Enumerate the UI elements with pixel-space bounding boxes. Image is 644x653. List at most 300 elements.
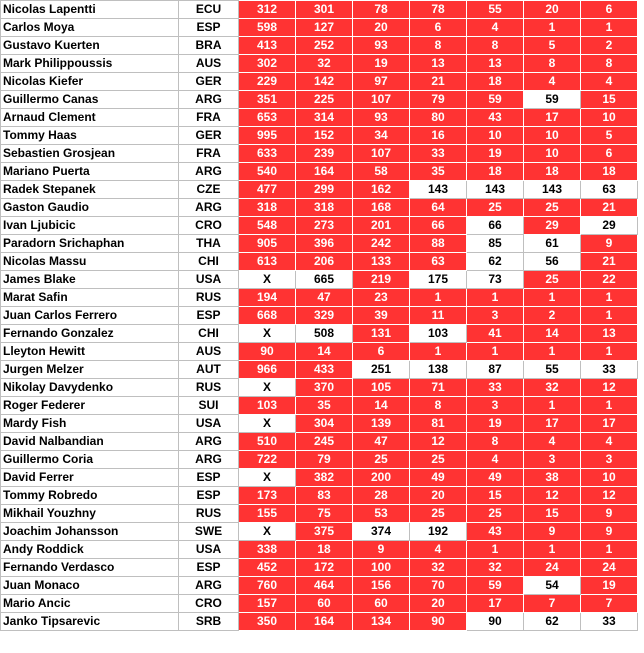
country-code-cell: ARG: [179, 199, 239, 217]
player-name-cell: Mariano Puerta: [1, 163, 179, 181]
player-name-cell: James Blake: [1, 271, 179, 289]
player-name-cell: Juan Carlos Ferrero: [1, 307, 179, 325]
value-cell: 7: [524, 595, 581, 613]
value-cell: 5: [524, 37, 581, 55]
player-name-cell: Fernando Gonzalez: [1, 325, 179, 343]
value-cell: 2: [524, 307, 581, 325]
value-cell: 19: [467, 145, 524, 163]
country-code-cell: CRO: [179, 217, 239, 235]
value-cell: 139: [353, 415, 410, 433]
value-cell: 4: [467, 451, 524, 469]
value-cell: 13: [410, 55, 467, 73]
value-cell: 10: [581, 469, 638, 487]
value-cell: 351: [239, 91, 296, 109]
value-cell: 70: [410, 577, 467, 595]
value-cell: 18: [467, 163, 524, 181]
value-cell: 15: [524, 505, 581, 523]
value-cell: 396: [296, 235, 353, 253]
value-cell: 273: [296, 217, 353, 235]
table-row: [1, 253, 638, 271]
table-row: [1, 91, 638, 109]
table-row: [1, 109, 638, 127]
player-name-cell: Arnaud Clement: [1, 109, 179, 127]
value-cell: 93: [353, 109, 410, 127]
value-cell: 1: [524, 397, 581, 415]
country-code-cell: AUS: [179, 55, 239, 73]
value-cell: 60: [353, 595, 410, 613]
value-cell: 34: [353, 127, 410, 145]
value-cell: 62: [467, 253, 524, 271]
value-cell: 59: [467, 577, 524, 595]
value-cell: 464: [296, 577, 353, 595]
value-cell: 219: [353, 271, 410, 289]
value-cell: 25: [410, 505, 467, 523]
value-cell: 21: [581, 199, 638, 217]
value-cell: 245: [296, 433, 353, 451]
value-cell: 87: [467, 361, 524, 379]
player-name-cell: Marat Safin: [1, 289, 179, 307]
value-cell: 131: [353, 325, 410, 343]
value-cell: 43: [467, 109, 524, 127]
player-name-cell: Carlos Moya: [1, 19, 179, 37]
value-cell: 229: [239, 73, 296, 91]
value-cell: 32: [467, 559, 524, 577]
value-cell: 13: [467, 55, 524, 73]
value-cell: 510: [239, 433, 296, 451]
value-cell: 20: [410, 595, 467, 613]
value-cell: 17: [524, 109, 581, 127]
value-cell: 1: [467, 343, 524, 361]
value-cell: 63: [581, 181, 638, 199]
value-cell: 4: [467, 19, 524, 37]
value-cell: 242: [353, 235, 410, 253]
country-code-cell: SWE: [179, 523, 239, 541]
country-code-cell: GER: [179, 73, 239, 91]
country-code-cell: CRO: [179, 595, 239, 613]
value-cell: 6: [353, 343, 410, 361]
value-cell: 1: [581, 541, 638, 559]
value-cell: 1: [410, 343, 467, 361]
table-row: [1, 307, 638, 325]
value-cell: 60: [296, 595, 353, 613]
player-name-cell: David Nalbandian: [1, 433, 179, 451]
value-cell: 59: [524, 91, 581, 109]
value-cell: X: [239, 379, 296, 397]
value-cell: 1: [581, 343, 638, 361]
table-row: [1, 289, 638, 307]
value-cell: 97: [353, 73, 410, 91]
value-cell: X: [239, 523, 296, 541]
value-cell: 143: [467, 181, 524, 199]
country-code-cell: CHI: [179, 325, 239, 343]
value-cell: 9: [524, 523, 581, 541]
value-cell: 127: [296, 19, 353, 37]
value-cell: 1: [581, 289, 638, 307]
value-cell: 14: [296, 343, 353, 361]
value-cell: 20: [353, 19, 410, 37]
value-cell: 21: [581, 253, 638, 271]
value-cell: 318: [239, 199, 296, 217]
value-cell: 16: [410, 127, 467, 145]
value-cell: 90: [239, 343, 296, 361]
value-cell: 59: [467, 91, 524, 109]
country-code-cell: ARG: [179, 451, 239, 469]
value-cell: 12: [581, 487, 638, 505]
player-name-cell: Andy Roddick: [1, 541, 179, 559]
value-cell: 39: [353, 307, 410, 325]
value-cell: 64: [410, 199, 467, 217]
table-row: [1, 523, 638, 541]
value-cell: 172: [296, 559, 353, 577]
value-cell: 995: [239, 127, 296, 145]
value-cell: 201: [353, 217, 410, 235]
value-cell: 29: [524, 217, 581, 235]
value-cell: 338: [239, 541, 296, 559]
value-cell: 175: [410, 271, 467, 289]
country-code-cell: RUS: [179, 505, 239, 523]
value-cell: 1: [524, 289, 581, 307]
table-row: [1, 163, 638, 181]
table-row: [1, 19, 638, 37]
value-cell: 3: [524, 451, 581, 469]
value-cell: 722: [239, 451, 296, 469]
value-cell: 251: [353, 361, 410, 379]
value-cell: 32: [296, 55, 353, 73]
value-cell: 71: [410, 379, 467, 397]
value-cell: 11: [410, 307, 467, 325]
ranking-table-body: [1, 1, 638, 631]
value-cell: 105: [353, 379, 410, 397]
table-row: [1, 73, 638, 91]
country-code-cell: ARG: [179, 577, 239, 595]
value-cell: 18: [524, 163, 581, 181]
value-cell: 17: [581, 415, 638, 433]
country-code-cell: AUS: [179, 343, 239, 361]
value-cell: 66: [467, 217, 524, 235]
value-cell: 19: [467, 415, 524, 433]
value-cell: 3: [467, 397, 524, 415]
value-cell: 312: [239, 1, 296, 19]
value-cell: 8: [467, 433, 524, 451]
value-cell: 25: [467, 505, 524, 523]
player-name-cell: Gustavo Kuerten: [1, 37, 179, 55]
country-code-cell: ECU: [179, 1, 239, 19]
player-name-cell: Mark Philippoussis: [1, 55, 179, 73]
table-row: [1, 505, 638, 523]
value-cell: 143: [524, 181, 581, 199]
value-cell: 78: [410, 1, 467, 19]
value-cell: 15: [581, 91, 638, 109]
value-cell: 54: [524, 577, 581, 595]
value-cell: 1: [524, 541, 581, 559]
value-cell: 14: [524, 325, 581, 343]
table-row: [1, 343, 638, 361]
table-row: [1, 1, 638, 19]
value-cell: 6: [581, 1, 638, 19]
value-cell: 314: [296, 109, 353, 127]
country-code-cell: BRA: [179, 37, 239, 55]
player-name-cell: Mikhail Youzhny: [1, 505, 179, 523]
player-name-cell: Jurgen Melzer: [1, 361, 179, 379]
value-cell: 164: [296, 613, 353, 631]
value-cell: 18: [296, 541, 353, 559]
value-cell: 35: [410, 163, 467, 181]
value-cell: 25: [410, 451, 467, 469]
table-row: [1, 469, 638, 487]
value-cell: 12: [524, 487, 581, 505]
value-cell: 5: [581, 127, 638, 145]
value-cell: 12: [410, 433, 467, 451]
value-cell: 103: [239, 397, 296, 415]
value-cell: 80: [410, 109, 467, 127]
value-cell: 9: [353, 541, 410, 559]
value-cell: 21: [410, 73, 467, 91]
value-cell: 350: [239, 613, 296, 631]
value-cell: 206: [296, 253, 353, 271]
value-cell: 107: [353, 145, 410, 163]
value-cell: 143: [410, 181, 467, 199]
player-name-cell: Janko Tipsarevic: [1, 613, 179, 631]
value-cell: 35: [296, 397, 353, 415]
value-cell: 107: [353, 91, 410, 109]
table-row: [1, 235, 638, 253]
value-cell: 78: [353, 1, 410, 19]
country-code-cell: ESP: [179, 307, 239, 325]
value-cell: 200: [353, 469, 410, 487]
value-cell: 88: [410, 235, 467, 253]
value-cell: 10: [581, 109, 638, 127]
value-cell: 9: [581, 505, 638, 523]
value-cell: 103: [410, 325, 467, 343]
table-row: [1, 145, 638, 163]
country-code-cell: ARG: [179, 91, 239, 109]
value-cell: 25: [524, 271, 581, 289]
value-cell: 61: [524, 235, 581, 253]
value-cell: 168: [353, 199, 410, 217]
table-row: [1, 325, 638, 343]
country-code-cell: FRA: [179, 145, 239, 163]
table-row: [1, 361, 638, 379]
value-cell: 1: [581, 19, 638, 37]
country-code-cell: ESP: [179, 487, 239, 505]
value-cell: 8: [410, 397, 467, 415]
value-cell: 17: [524, 415, 581, 433]
value-cell: 43: [467, 523, 524, 541]
value-cell: 157: [239, 595, 296, 613]
country-code-cell: ARG: [179, 433, 239, 451]
value-cell: 4: [581, 73, 638, 91]
value-cell: 55: [467, 1, 524, 19]
value-cell: 33: [581, 613, 638, 631]
value-cell: 540: [239, 163, 296, 181]
country-code-cell: ESP: [179, 469, 239, 487]
value-cell: 10: [524, 145, 581, 163]
value-cell: 318: [296, 199, 353, 217]
value-cell: 25: [467, 199, 524, 217]
value-cell: 905: [239, 235, 296, 253]
value-cell: 20: [410, 487, 467, 505]
value-cell: 299: [296, 181, 353, 199]
value-cell: 548: [239, 217, 296, 235]
table-row: [1, 181, 638, 199]
value-cell: 10: [524, 127, 581, 145]
value-cell: 32: [524, 379, 581, 397]
value-cell: 1: [467, 289, 524, 307]
value-cell: 3: [581, 451, 638, 469]
value-cell: 79: [296, 451, 353, 469]
player-name-cell: Mario Ancic: [1, 595, 179, 613]
value-cell: 29: [581, 217, 638, 235]
value-cell: 13: [581, 325, 638, 343]
player-name-cell: Joachim Johansson: [1, 523, 179, 541]
country-code-cell: AUT: [179, 361, 239, 379]
value-cell: 6: [410, 19, 467, 37]
table-row: [1, 559, 638, 577]
value-cell: 81: [410, 415, 467, 433]
value-cell: 138: [410, 361, 467, 379]
value-cell: 4: [524, 433, 581, 451]
value-cell: 8: [524, 55, 581, 73]
value-cell: 62: [524, 613, 581, 631]
value-cell: X: [239, 271, 296, 289]
table-row: [1, 37, 638, 55]
value-cell: 329: [296, 307, 353, 325]
player-name-cell: David Ferrer: [1, 469, 179, 487]
value-cell: 8: [467, 37, 524, 55]
value-cell: 33: [581, 361, 638, 379]
player-name-cell: Tommy Haas: [1, 127, 179, 145]
player-name-cell: Guillermo Canas: [1, 91, 179, 109]
value-cell: 56: [524, 253, 581, 271]
value-cell: 239: [296, 145, 353, 163]
value-cell: 22: [581, 271, 638, 289]
value-cell: 85: [467, 235, 524, 253]
value-cell: 9: [581, 523, 638, 541]
value-cell: 53: [353, 505, 410, 523]
value-cell: 382: [296, 469, 353, 487]
value-cell: 8: [581, 55, 638, 73]
value-cell: 452: [239, 559, 296, 577]
table-row: [1, 397, 638, 415]
value-cell: 90: [467, 613, 524, 631]
value-cell: 4: [581, 433, 638, 451]
value-cell: 374: [353, 523, 410, 541]
player-name-cell: Ivan Ljubicic: [1, 217, 179, 235]
value-cell: 156: [353, 577, 410, 595]
value-cell: 8: [410, 37, 467, 55]
value-cell: 192: [410, 523, 467, 541]
value-cell: 653: [239, 109, 296, 127]
value-cell: 66: [410, 217, 467, 235]
value-cell: 32: [410, 559, 467, 577]
table-row: [1, 199, 638, 217]
value-cell: 24: [524, 559, 581, 577]
value-cell: 19: [581, 577, 638, 595]
value-cell: 1: [524, 343, 581, 361]
value-cell: 1: [410, 289, 467, 307]
country-code-cell: FRA: [179, 109, 239, 127]
value-cell: 9: [581, 235, 638, 253]
value-cell: 302: [239, 55, 296, 73]
player-name-cell: Gaston Gaudio: [1, 199, 179, 217]
value-cell: 33: [410, 145, 467, 163]
value-cell: 90: [410, 613, 467, 631]
country-code-cell: RUS: [179, 289, 239, 307]
country-code-cell: GER: [179, 127, 239, 145]
value-cell: 73: [467, 271, 524, 289]
table-row: [1, 271, 638, 289]
player-name-cell: Juan Monaco: [1, 577, 179, 595]
country-code-cell: USA: [179, 541, 239, 559]
value-cell: 10: [467, 127, 524, 145]
value-cell: 252: [296, 37, 353, 55]
player-name-cell: Mardy Fish: [1, 415, 179, 433]
table-row: [1, 415, 638, 433]
value-cell: 433: [296, 361, 353, 379]
value-cell: 134: [353, 613, 410, 631]
player-name-cell: Tommy Robredo: [1, 487, 179, 505]
value-cell: 18: [467, 73, 524, 91]
value-cell: 162: [353, 181, 410, 199]
value-cell: 4: [524, 73, 581, 91]
value-cell: 28: [353, 487, 410, 505]
value-cell: 75: [296, 505, 353, 523]
value-cell: 508: [296, 325, 353, 343]
player-name-cell: Radek Stepanek: [1, 181, 179, 199]
value-cell: 63: [410, 253, 467, 271]
value-cell: 47: [296, 289, 353, 307]
value-cell: 413: [239, 37, 296, 55]
value-cell: 133: [353, 253, 410, 271]
table-row: [1, 127, 638, 145]
country-code-cell: CHI: [179, 253, 239, 271]
country-code-cell: USA: [179, 271, 239, 289]
player-name-cell: Sebastien Grosjean: [1, 145, 179, 163]
player-name-cell: Roger Federer: [1, 397, 179, 415]
value-cell: 194: [239, 289, 296, 307]
value-cell: 49: [410, 469, 467, 487]
value-cell: 152: [296, 127, 353, 145]
value-cell: 6: [581, 145, 638, 163]
table-row: [1, 55, 638, 73]
value-cell: 225: [296, 91, 353, 109]
value-cell: 4: [410, 541, 467, 559]
table-row: [1, 451, 638, 469]
country-code-cell: SUI: [179, 397, 239, 415]
value-cell: 668: [239, 307, 296, 325]
player-name-cell: Guillermo Coria: [1, 451, 179, 469]
value-cell: 14: [353, 397, 410, 415]
value-cell: X: [239, 415, 296, 433]
value-cell: 12: [581, 379, 638, 397]
value-cell: X: [239, 469, 296, 487]
player-name-cell: Nicolas Kiefer: [1, 73, 179, 91]
value-cell: 25: [524, 199, 581, 217]
table-row: [1, 379, 638, 397]
country-code-cell: RUS: [179, 379, 239, 397]
value-cell: X: [239, 325, 296, 343]
value-cell: 49: [467, 469, 524, 487]
value-cell: 18: [581, 163, 638, 181]
table-row: [1, 595, 638, 613]
value-cell: 2: [581, 37, 638, 55]
value-cell: 301: [296, 1, 353, 19]
table-row: [1, 541, 638, 559]
value-cell: 375: [296, 523, 353, 541]
value-cell: 966: [239, 361, 296, 379]
value-cell: 55: [524, 361, 581, 379]
country-code-cell: ESP: [179, 559, 239, 577]
